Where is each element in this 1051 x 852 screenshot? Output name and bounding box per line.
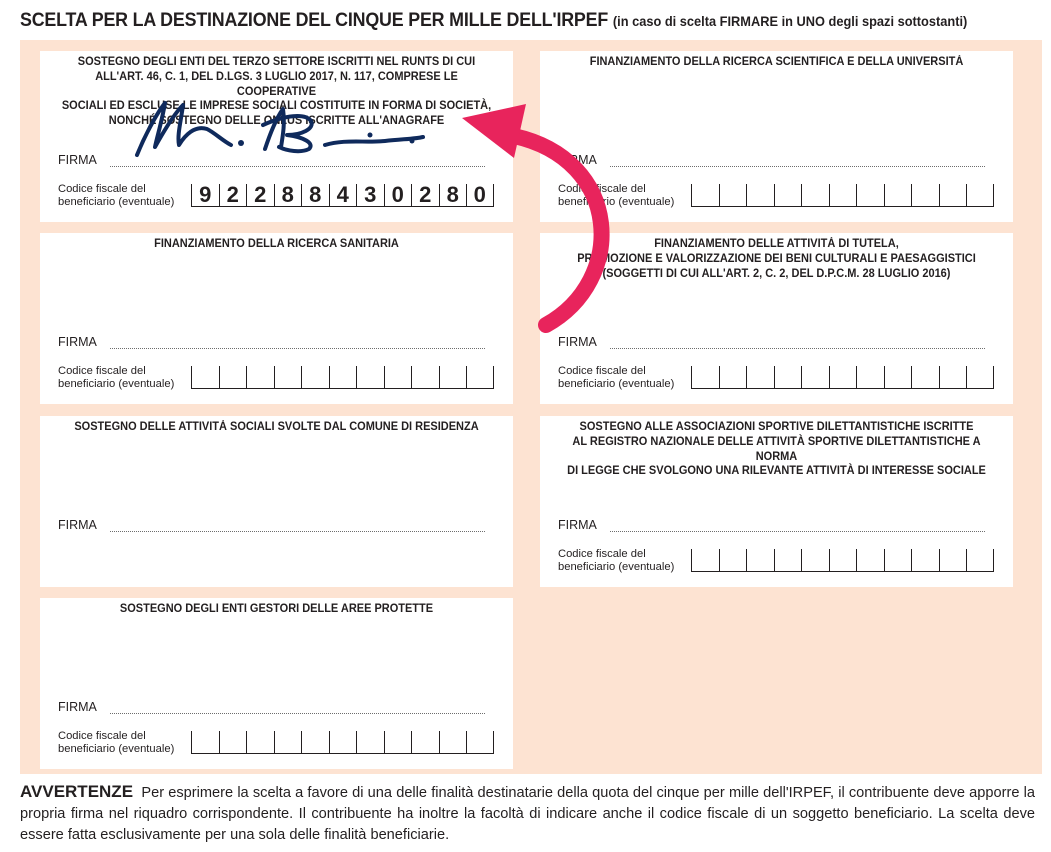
signature-field[interactable]	[110, 713, 485, 714]
signature-field[interactable]	[610, 348, 985, 349]
codice-fiscale-cell[interactable]	[856, 549, 884, 571]
codice-fiscale-label-line: Codice fiscale del	[58, 183, 146, 195]
firma-label: FIRMA	[558, 335, 597, 349]
box-title-line: AL REGISTRO NAZIONALE DELLE ATTIVITÀ SPORTIVE DILETTANTISTICHE A NORMA	[572, 434, 981, 463]
box-title	[560, 420, 993, 479]
codice-fiscale-cell[interactable]	[329, 366, 357, 388]
codice-fiscale-cell[interactable]	[856, 366, 884, 388]
codice-fiscale-cell[interactable]	[911, 184, 939, 206]
warning-section	[20, 781, 1035, 846]
box-title-line: SOSTEGNO DELLE ATTIVITÀ SOCIALI SVOLTE DAL COMUNE DI RESIDENZA	[74, 420, 479, 433]
codice-fiscale-cell[interactable]	[939, 366, 967, 388]
codice-fiscale-cell[interactable]	[219, 366, 247, 388]
codice-fiscale-cell[interactable]	[746, 184, 774, 206]
codice-fiscale-cell[interactable]	[719, 549, 747, 571]
codice-fiscale-cell[interactable]	[801, 366, 829, 388]
codice-fiscale-cell[interactable]	[384, 366, 412, 388]
codice-fiscale-cell[interactable]	[411, 731, 439, 753]
codice-fiscale-cell[interactable]	[939, 184, 967, 206]
codice-fiscale-cell[interactable]	[384, 731, 412, 753]
codice-fiscale-cell[interactable]	[966, 184, 994, 206]
codice-fiscale-label-line: beneficiario (eventuale)	[58, 196, 175, 209]
codice-fiscale-label	[58, 365, 190, 392]
codice-fiscale-label-line: Codice fiscale del	[58, 365, 146, 377]
codice-fiscale-cell[interactable]	[966, 366, 994, 388]
codice-fiscale-cell[interactable]	[301, 366, 329, 388]
box-title-line: SOSTEGNO DEGLI ENTI DEL TERZO SETTORE ISCRITTI NEL RUNTS DI CUI	[77, 55, 476, 68]
codice-fiscale-digit[interactable]: 8	[274, 184, 302, 206]
codice-fiscale-field[interactable]	[691, 184, 994, 207]
codice-fiscale-cell[interactable]	[301, 731, 329, 753]
codice-fiscale-field[interactable]	[691, 549, 994, 572]
title-main: SCELTA PER LA DESTINAZIONE DEL CINQUE PER MILLE DELL'IRPEF	[20, 9, 609, 31]
codice-fiscale-cell[interactable]	[856, 184, 884, 206]
codice-fiscale-cell[interactable]	[439, 731, 467, 753]
box-title-line: ALL'ART. 46, C. 1, DEL D.LGS. 3 LUGLIO 2017, N. 117, COMPRESE LE COOPERATIVE	[95, 69, 458, 98]
codice-fiscale-cell[interactable]	[356, 731, 384, 753]
box-title	[560, 55, 993, 70]
choice-box-comune-residenza[interactable]	[40, 416, 513, 587]
codice-fiscale-label	[558, 548, 690, 575]
codice-fiscale-cell[interactable]	[191, 366, 219, 388]
codice-fiscale-cell[interactable]	[746, 366, 774, 388]
firma-label: FIRMA	[58, 700, 97, 714]
title-note: (in caso di scelta FIRMARE in UNO degli spazi sottostanti)	[612, 13, 968, 29]
firma-label: FIRMA	[558, 153, 597, 167]
codice-fiscale-cell[interactable]	[801, 549, 829, 571]
codice-fiscale-label-line: beneficiario (eventuale)	[558, 378, 675, 391]
box-title-line: DI LEGGE CHE SVOLGONO UNA RILEVANTE ATTIVITÀ DI INTERESSE SOCIALE	[567, 464, 986, 478]
box-title-line: PROMOZIONE E VALORIZZAZIONE DEI BENI CULTURALI E PAESAGGISTICI	[577, 251, 976, 265]
codice-fiscale-cell[interactable]	[246, 366, 274, 388]
codice-fiscale-cell[interactable]	[691, 184, 719, 206]
box-title-line: NONCHÉ SOSTEGNO DELLE ONLUS ISCRITTE ALL'ANAGRAFE	[108, 114, 445, 128]
codice-fiscale-cell[interactable]	[466, 366, 494, 388]
choice-box-associazioni-sportive[interactable]	[540, 416, 1013, 587]
signature-field[interactable]	[110, 531, 485, 532]
codice-fiscale-digit[interactable]: 8	[439, 184, 467, 206]
curved-arrow-icon	[462, 100, 622, 335]
codice-fiscale-cell[interactable]	[939, 549, 967, 571]
box-title-line: SOSTEGNO DEGLI ENTI GESTORI DELLE AREE PROTETTE	[119, 602, 434, 615]
codice-fiscale-cell[interactable]	[719, 366, 747, 388]
codice-fiscale-digit[interactable]: 8	[301, 184, 329, 206]
codice-fiscale-cell[interactable]	[911, 549, 939, 571]
codice-fiscale-cell[interactable]	[746, 549, 774, 571]
firma-label: FIRMA	[58, 518, 97, 532]
box-title-line: SOSTEGNO ALLE ASSOCIAZIONI SPORTIVE DILETTANTISTICHE ISCRITTE	[579, 420, 974, 433]
codice-fiscale-cell[interactable]	[691, 549, 719, 571]
codice-fiscale-label-line: beneficiario (eventuale)	[58, 378, 175, 391]
codice-fiscale-label	[558, 365, 690, 392]
codice-fiscale-digit[interactable]: 4	[329, 184, 357, 206]
codice-fiscale-digit[interactable]: 2	[411, 184, 439, 206]
codice-fiscale-cell[interactable]	[466, 731, 494, 753]
codice-fiscale-cell[interactable]	[884, 184, 912, 206]
codice-fiscale-label	[58, 183, 190, 210]
warning-title: AVVERTENZE	[20, 782, 134, 801]
codice-fiscale-digit[interactable]: 0	[384, 184, 412, 206]
codice-fiscale-digit[interactable]: 3	[356, 184, 384, 206]
codice-fiscale-label-line: Codice fiscale del	[58, 730, 146, 742]
codice-fiscale-cell[interactable]	[219, 731, 247, 753]
codice-fiscale-cell[interactable]	[774, 366, 802, 388]
codice-fiscale-label	[58, 730, 190, 757]
codice-fiscale-cell[interactable]	[439, 366, 467, 388]
codice-fiscale-field[interactable]	[191, 366, 494, 389]
codice-fiscale-cell[interactable]	[246, 731, 274, 753]
choice-box-aree-protette[interactable]	[40, 598, 513, 769]
page-title	[20, 9, 968, 32]
codice-fiscale-cell[interactable]	[801, 184, 829, 206]
codice-fiscale-label-line: Codice fiscale del	[558, 183, 646, 195]
box-title-line: SOCIALI ED ESCLUSE LE IMPRESE SOCIALI COSTITUITE IN FORMA DI SOCIETÀ,	[61, 99, 492, 113]
codice-fiscale-cell[interactable]	[719, 184, 747, 206]
codice-fiscale-cell[interactable]	[884, 366, 912, 388]
codice-fiscale-cell[interactable]	[911, 366, 939, 388]
box-title-line: FINANZIAMENTO DELLE ATTIVITÀ DI TUTELA,	[654, 237, 899, 250]
codice-fiscale-digit[interactable]: 2	[246, 184, 274, 206]
codice-fiscale-cell[interactable]	[274, 731, 302, 753]
codice-fiscale-cell[interactable]	[356, 366, 384, 388]
codice-fiscale-field[interactable]	[691, 366, 994, 389]
codice-fiscale-digit[interactable]: 2	[219, 184, 247, 206]
box-title	[60, 602, 493, 617]
signature-field[interactable]	[610, 531, 985, 532]
codice-fiscale-cell[interactable]	[691, 366, 719, 388]
codice-fiscale-cell[interactable]	[191, 731, 219, 753]
codice-fiscale-label-line: beneficiario (eventuale)	[558, 561, 675, 574]
codice-fiscale-label-line: beneficiario (eventuale)	[558, 196, 675, 209]
codice-fiscale-cell[interactable]	[274, 366, 302, 388]
firma-label: FIRMA	[58, 153, 97, 167]
warning-text: Per esprimere la scelta a favore di una delle finalità destinatarie della quota del cinque per mille dell'IRPEF, il contribuente deve apporre la propria firma nel riquadro corrispondente. Il contribuente ha inoltre la facoltà di indicare anche il codice fiscale di un soggetto beneficiario. La scelta deve essere fatta esclusivamente per una sola delle finalità beneficiarie.	[20, 785, 1035, 843]
codice-fiscale-label-line: beneficiario (eventuale)	[58, 743, 175, 756]
box-title-line: FINANZIAMENTO DELLA RICERCA SANITARIA	[154, 237, 399, 250]
codice-fiscale-label-line: Codice fiscale del	[558, 548, 646, 560]
codice-fiscale-label-line: Codice fiscale del	[558, 365, 646, 377]
codice-fiscale-field[interactable]	[191, 184, 494, 207]
codice-fiscale-field[interactable]	[191, 731, 494, 754]
handwritten-signature	[115, 95, 445, 167]
box-title	[560, 237, 993, 281]
box-title-line: FINANZIAMENTO DELLA RICERCA SCIENTIFICA E DELLA UNIVERSITÀ	[589, 55, 964, 68]
signature-field[interactable]	[610, 166, 985, 167]
firma-label: FIRMA	[58, 335, 97, 349]
choice-box-ricerca-sanitaria[interactable]	[40, 233, 513, 404]
codice-fiscale-cell[interactable]	[966, 549, 994, 571]
codice-fiscale-digit[interactable]: 0	[466, 184, 494, 206]
codice-fiscale-cell[interactable]	[774, 549, 802, 571]
codice-fiscale-cell[interactable]	[884, 549, 912, 571]
codice-fiscale-cell[interactable]	[774, 184, 802, 206]
codice-fiscale-cell[interactable]	[829, 549, 857, 571]
codice-fiscale-digit[interactable]: 9	[191, 184, 219, 206]
codice-fiscale-cell[interactable]	[329, 731, 357, 753]
box-title-line: (SOGGETTI DI CUI ALL'ART. 2, C. 2, DEL D.P.C.M. 28 LUGLIO 2016)	[602, 266, 951, 280]
codice-fiscale-cell[interactable]	[829, 366, 857, 388]
box-title	[60, 420, 493, 435]
codice-fiscale-cell[interactable]	[829, 184, 857, 206]
box-title	[60, 237, 493, 252]
codice-fiscale-cell[interactable]	[411, 366, 439, 388]
signature-field[interactable]	[110, 348, 485, 349]
firma-label: FIRMA	[558, 518, 597, 532]
